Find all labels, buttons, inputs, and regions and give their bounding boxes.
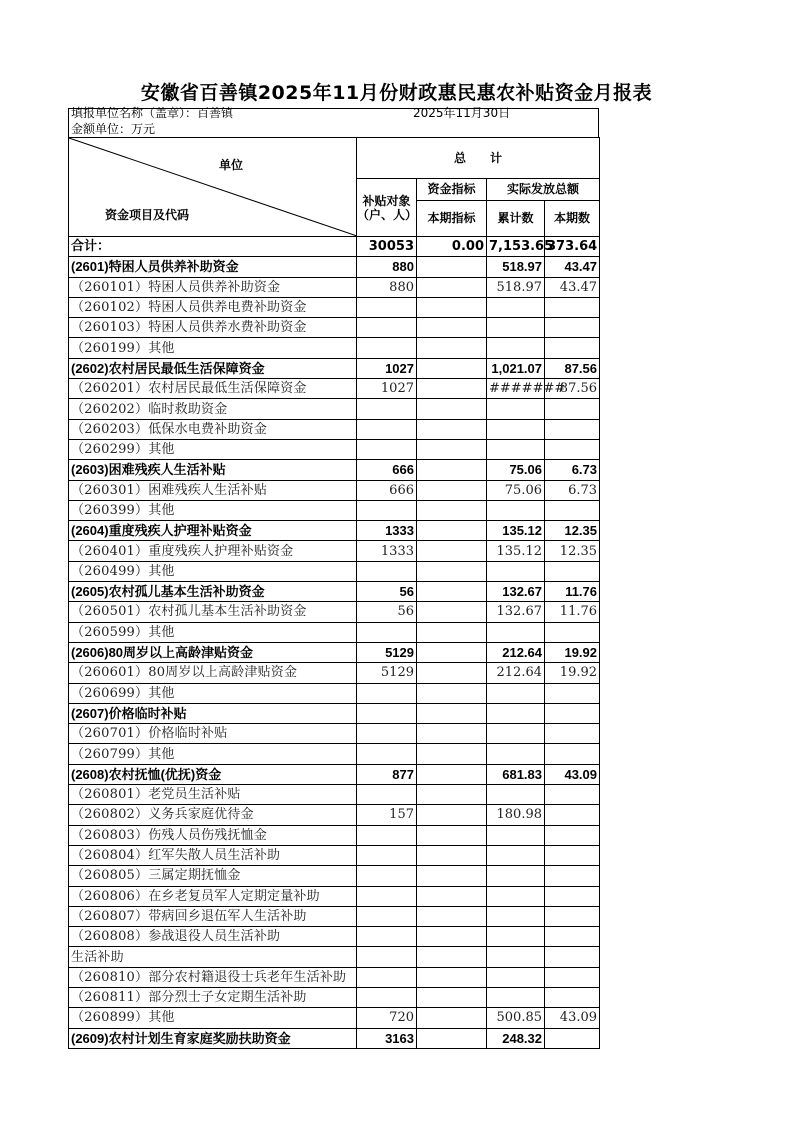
table-row — [69, 257, 600, 277]
row-index — [417, 642, 487, 662]
table-row — [69, 642, 600, 662]
table-row — [69, 744, 600, 764]
table-row — [69, 947, 600, 967]
table-body — [69, 237, 600, 1049]
row-index — [417, 541, 487, 561]
row-name: (2606)80周岁以上高龄津贴资金 — [69, 642, 357, 662]
row-current — [545, 886, 600, 906]
row-current: 19.92 — [545, 663, 600, 683]
row-cumulative — [487, 622, 545, 642]
row-name: (2603)困难残疾人生活补贴 — [69, 460, 357, 480]
row-name: （260599）其他 — [69, 622, 357, 642]
row-index — [417, 703, 487, 723]
row-index — [417, 744, 487, 764]
row-index — [417, 987, 487, 1007]
row-current: 12.35 — [545, 541, 600, 561]
row-target: 1333 — [357, 521, 417, 541]
row-name: (2608)农村抚恤(优抚)资金 — [69, 764, 357, 784]
row-cumulative — [487, 419, 545, 439]
reporting-unit: 填报单位名称（盖章）：百善镇 — [71, 106, 234, 120]
row-cumulative — [487, 825, 545, 845]
row-cumulative: 7,153.65 — [487, 237, 545, 257]
row-index — [417, 622, 487, 642]
row-name: （260701）价格临时补贴 — [69, 724, 357, 744]
row-target — [357, 439, 417, 459]
table-row — [69, 724, 600, 744]
table-row — [69, 297, 600, 317]
row-current — [545, 927, 600, 947]
table-row — [69, 237, 600, 257]
row-index — [417, 582, 487, 602]
table-row — [69, 602, 600, 622]
row-current — [545, 622, 600, 642]
row-index — [417, 419, 487, 439]
row-name: （260699）其他 — [69, 683, 357, 703]
row-name: 合计： — [69, 237, 357, 257]
row-name: （260299）其他 — [69, 439, 357, 459]
row-name: （260808）参战退役人员生活补助 — [69, 927, 357, 947]
row-name: （260203）低保水电费补助资金 — [69, 419, 357, 439]
row-index — [417, 866, 487, 886]
row-current — [545, 703, 600, 723]
table-row — [69, 967, 600, 987]
table-row — [69, 379, 600, 399]
table-row — [69, 460, 600, 480]
row-index — [417, 379, 487, 399]
row-name: (2605)农村孤儿基本生活补助资金 — [69, 582, 357, 602]
header-current: 本期数 — [545, 201, 600, 237]
row-name: （260202）临时救助资金 — [69, 399, 357, 419]
row-current — [545, 906, 600, 926]
row-target: 3163 — [357, 1028, 417, 1048]
row-target — [357, 866, 417, 886]
row-cumulative: 132.67 — [487, 582, 545, 602]
row-name: （260806）在乡老复员军人定期定量补助 — [69, 886, 357, 906]
row-cumulative — [487, 744, 545, 764]
report-title: 安徽省百善镇2025年11月份财政惠民惠农补贴资金月报表 — [140, 82, 653, 104]
row-cumulative — [487, 297, 545, 317]
header-total: 总 计 — [357, 138, 600, 179]
row-current — [545, 866, 600, 886]
row-cumulative: 500.85 — [487, 1008, 545, 1028]
row-target — [357, 399, 417, 419]
header-fund-index: 资金指标 — [417, 179, 487, 201]
table-row — [69, 277, 600, 297]
row-index — [417, 561, 487, 581]
row-index — [417, 399, 487, 419]
header-corner-cell — [69, 138, 357, 237]
row-current: 19.92 — [545, 642, 600, 662]
row-name: （260804）红军失散人员生活补助 — [69, 845, 357, 865]
row-name: (2609)农村计划生育家庭奖励扶助资金 — [69, 1028, 357, 1048]
row-index — [417, 663, 487, 683]
row-target — [357, 622, 417, 642]
table-row — [69, 480, 600, 500]
table-row — [69, 703, 600, 723]
row-cumulative — [487, 866, 545, 886]
row-index — [417, 602, 487, 622]
row-current — [545, 947, 600, 967]
row-current: 43.09 — [545, 1008, 600, 1028]
row-current — [545, 724, 600, 744]
table-row — [69, 500, 600, 520]
row-name: (2607)价格临时补贴 — [69, 703, 357, 723]
row-cumulative — [487, 785, 545, 805]
table-row — [69, 886, 600, 906]
row-index — [417, 439, 487, 459]
row-name: （260102）特困人员供养电费补助资金 — [69, 297, 357, 317]
row-cumulative: 132.67 — [487, 602, 545, 622]
table-row — [69, 399, 600, 419]
row-target — [357, 419, 417, 439]
row-cumulative: 1,021.07 — [487, 358, 545, 378]
row-target: 5129 — [357, 663, 417, 683]
row-target — [357, 744, 417, 764]
row-index — [417, 845, 487, 865]
row-current: 43.47 — [545, 257, 600, 277]
table-row — [69, 338, 600, 358]
row-current — [545, 683, 600, 703]
row-current: 87.56 — [545, 358, 600, 378]
row-name: （260201）农村居民最低生活保障资金 — [69, 379, 357, 399]
row-target — [357, 967, 417, 987]
row-current — [545, 318, 600, 338]
row-name: （260499）其他 — [69, 561, 357, 581]
table-row — [69, 622, 600, 642]
row-cumulative: 75.06 — [487, 460, 545, 480]
row-cumulative — [487, 338, 545, 358]
row-target: 56 — [357, 582, 417, 602]
row-index — [417, 338, 487, 358]
table-row — [69, 683, 600, 703]
row-name: （260799）其他 — [69, 744, 357, 764]
row-target: 56 — [357, 602, 417, 622]
row-cumulative: 212.64 — [487, 642, 545, 662]
row-index — [417, 521, 487, 541]
row-target: 1027 — [357, 379, 417, 399]
table-row — [69, 663, 600, 683]
row-name: （260601）80周岁以上高龄津贴资金 — [69, 663, 357, 683]
row-target — [357, 927, 417, 947]
header-item-label: 资金项目及代码 — [105, 208, 190, 222]
row-name: （260199）其他 — [69, 338, 357, 358]
row-target: 880 — [357, 277, 417, 297]
row-cumulative: 248.32 — [487, 1028, 545, 1048]
row-current: 6.73 — [545, 460, 600, 480]
row-index — [417, 825, 487, 845]
table-row — [69, 927, 600, 947]
table-row — [69, 764, 600, 784]
row-target — [357, 683, 417, 703]
row-name: （260301）困难残疾人生活补贴 — [69, 480, 357, 500]
row-cumulative — [487, 500, 545, 520]
row-target — [357, 906, 417, 926]
row-cumulative — [487, 703, 545, 723]
table-row — [69, 785, 600, 805]
row-cumulative: 75.06 — [487, 480, 545, 500]
row-target — [357, 845, 417, 865]
row-target — [357, 500, 417, 520]
row-cumulative — [487, 987, 545, 1007]
row-current — [545, 561, 600, 581]
row-cumulative — [487, 683, 545, 703]
row-name: （260501）农村孤儿基本生活补助资金 — [69, 602, 357, 622]
table-row — [69, 541, 600, 561]
table-row — [69, 419, 600, 439]
row-current — [545, 439, 600, 459]
row-target: 720 — [357, 1008, 417, 1028]
row-index — [417, 906, 487, 926]
row-target — [357, 338, 417, 358]
row-current: 43.09 — [545, 764, 600, 784]
row-cumulative — [487, 967, 545, 987]
table-row — [69, 1008, 600, 1028]
row-cumulative: 135.12 — [487, 541, 545, 561]
table-row — [69, 358, 600, 378]
row-current — [545, 785, 600, 805]
row-index — [417, 886, 487, 906]
report-date: 2025年11月30日 — [413, 106, 511, 120]
row-index — [417, 1028, 487, 1048]
row-target: 666 — [357, 460, 417, 480]
row-current — [545, 825, 600, 845]
row-cumulative: ####### — [487, 379, 545, 399]
header-cumulative: 累计数 — [487, 201, 545, 237]
row-cumulative — [487, 927, 545, 947]
row-name: （260101）特困人员供养补助资金 — [69, 277, 357, 297]
row-index — [417, 683, 487, 703]
table-row — [69, 866, 600, 886]
row-target: 1027 — [357, 358, 417, 378]
report-sheet — [68, 108, 599, 1049]
row-target — [357, 886, 417, 906]
row-current: 87.56 — [545, 379, 600, 399]
row-name: 生活补助 — [69, 947, 357, 967]
row-current — [545, 1028, 600, 1048]
row-cumulative — [487, 724, 545, 744]
row-current: 6.73 — [545, 480, 600, 500]
row-target — [357, 297, 417, 317]
header-fund-index-current: 本期指标 — [417, 201, 487, 237]
row-name: （260805）三属定期抚恤金 — [69, 866, 357, 886]
header-subsidy-target: 补贴对象（户、人） — [357, 179, 417, 237]
row-current — [545, 845, 600, 865]
table-row — [69, 521, 600, 541]
table-row — [69, 318, 600, 338]
row-cumulative — [487, 886, 545, 906]
row-name: （260802）义务兵家庭优待金 — [69, 805, 357, 825]
row-name: （260807）带病回乡退伍军人生活补助 — [69, 906, 357, 926]
row-current — [545, 399, 600, 419]
row-index — [417, 318, 487, 338]
table-row — [69, 1028, 600, 1048]
row-current: 11.76 — [545, 602, 600, 622]
row-index — [417, 297, 487, 317]
table-row — [69, 845, 600, 865]
amount-unit: 金额单位：万元 — [71, 122, 156, 136]
row-target — [357, 703, 417, 723]
row-current: 11.76 — [545, 582, 600, 602]
row-cumulative: 135.12 — [487, 521, 545, 541]
row-index — [417, 500, 487, 520]
report-table — [68, 137, 600, 1049]
row-cumulative — [487, 399, 545, 419]
row-target: 877 — [357, 764, 417, 784]
row-index — [417, 785, 487, 805]
row-current — [545, 297, 600, 317]
row-target — [357, 561, 417, 581]
row-index — [417, 805, 487, 825]
row-target — [357, 987, 417, 1007]
row-target: 1333 — [357, 541, 417, 561]
row-target — [357, 318, 417, 338]
row-cumulative: 518.97 — [487, 257, 545, 277]
row-cumulative: 681.83 — [487, 764, 545, 784]
table-row — [69, 561, 600, 581]
row-name: （260103）特困人员供养水费补助资金 — [69, 318, 357, 338]
row-cumulative: 180.98 — [487, 805, 545, 825]
header-unit-label: 单位 — [219, 158, 244, 172]
row-target: 880 — [357, 257, 417, 277]
row-target — [357, 724, 417, 744]
row-index — [417, 724, 487, 744]
row-index: 0.00 — [417, 237, 487, 257]
row-cumulative — [487, 947, 545, 967]
row-cumulative — [487, 561, 545, 581]
row-target: 30053 — [357, 237, 417, 257]
row-index — [417, 257, 487, 277]
row-name: (2604)重度残疾人护理补贴资金 — [69, 521, 357, 541]
row-index — [417, 947, 487, 967]
row-cumulative — [487, 906, 545, 926]
row-current — [545, 967, 600, 987]
row-index — [417, 967, 487, 987]
table-row — [69, 825, 600, 845]
row-current — [545, 805, 600, 825]
row-cumulative — [487, 318, 545, 338]
row-current: 373.64 — [545, 237, 600, 257]
meta-row-amount — [68, 122, 599, 137]
row-current: 43.47 — [545, 277, 600, 297]
row-name: (2602)农村居民最低生活保障资金 — [69, 358, 357, 378]
row-index — [417, 927, 487, 947]
row-current: 12.35 — [545, 521, 600, 541]
row-cumulative — [487, 845, 545, 865]
row-target — [357, 785, 417, 805]
table-row — [69, 805, 600, 825]
row-name: （260811）部分烈士子女定期生活补助 — [69, 987, 357, 1007]
row-cumulative: 212.64 — [487, 663, 545, 683]
row-current — [545, 500, 600, 520]
header-actual-total: 实际发放总额 — [487, 179, 600, 201]
row-index — [417, 1008, 487, 1028]
table-row — [69, 906, 600, 926]
row-name: （260399）其他 — [69, 500, 357, 520]
row-index — [417, 764, 487, 784]
row-current — [545, 987, 600, 1007]
table-row — [69, 582, 600, 602]
row-target — [357, 825, 417, 845]
row-current — [545, 419, 600, 439]
meta-row-unit — [68, 108, 599, 122]
row-current — [545, 744, 600, 764]
row-name: （260803）伤残人员伤残抚恤金 — [69, 825, 357, 845]
row-cumulative: 518.97 — [487, 277, 545, 297]
row-index — [417, 277, 487, 297]
row-target — [357, 947, 417, 967]
row-current — [545, 338, 600, 358]
row-target: 666 — [357, 480, 417, 500]
row-index — [417, 460, 487, 480]
row-name: （260401）重度残疾人护理补贴资金 — [69, 541, 357, 561]
row-name: （260801）老党员生活补贴 — [69, 785, 357, 805]
row-name: (2601)特困人员供养补助资金 — [69, 257, 357, 277]
row-index — [417, 480, 487, 500]
row-cumulative — [487, 439, 545, 459]
table-row — [69, 987, 600, 1007]
row-index — [417, 358, 487, 378]
row-name: （260810）部分农村籍退役士兵老年生活补助 — [69, 967, 357, 987]
row-name: （260899）其他 — [69, 1008, 357, 1028]
row-target: 157 — [357, 805, 417, 825]
row-target: 5129 — [357, 642, 417, 662]
table-row — [69, 439, 600, 459]
